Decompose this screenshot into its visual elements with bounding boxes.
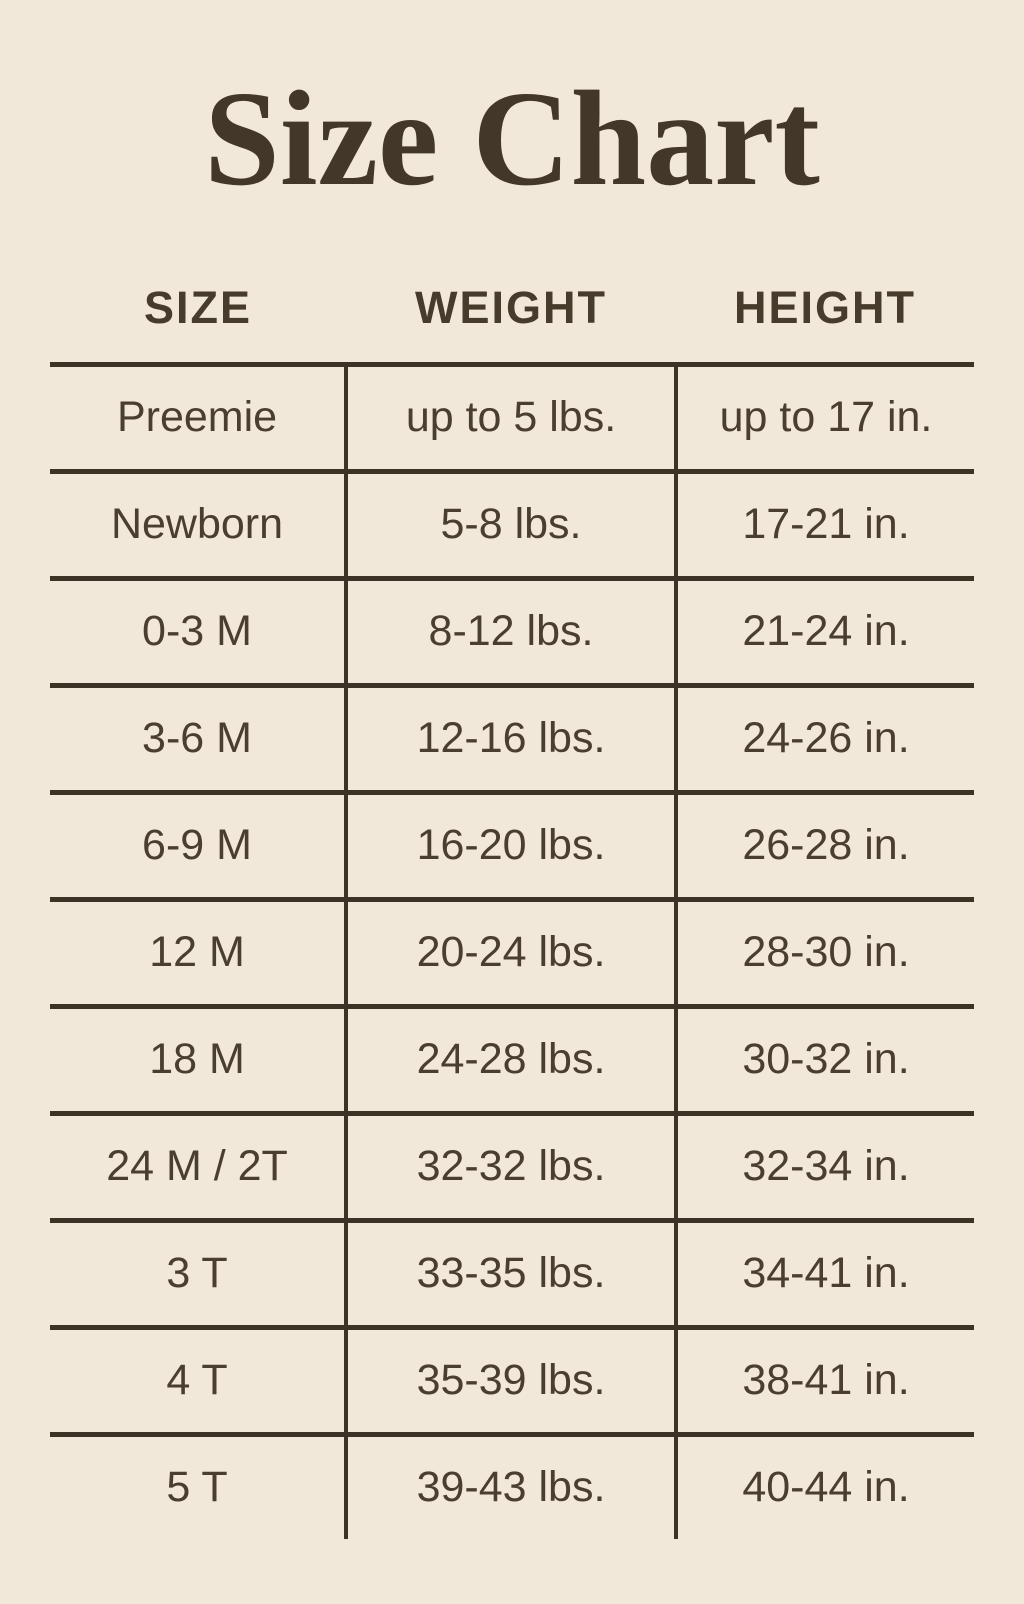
height-cell: 21-24 in. [676, 578, 974, 685]
table-row [50, 578, 974, 685]
weight-cell: 8-12 lbs. [346, 578, 676, 685]
weight-cell: 12-16 lbs. [346, 685, 676, 792]
height-cell: 40-44 in. [742, 1463, 910, 1512]
table-row [50, 471, 974, 578]
weight-cell: 24-28 lbs. [346, 1006, 676, 1113]
table-row [50, 364, 974, 471]
table-row [50, 1113, 974, 1220]
weight-cell: 16-20 lbs. [346, 792, 676, 899]
column-header-size: SIZE [50, 285, 346, 365]
weight-cell: 35-39 lbs. [346, 1327, 676, 1434]
size-cell: 18 M [50, 1006, 346, 1113]
height-cell: 38-41 in. [676, 1327, 974, 1434]
height-cell: 28-30 in. [676, 899, 974, 1006]
table-row [50, 899, 974, 1006]
height-cell: 24-26 in. [676, 685, 974, 792]
table-row [50, 1006, 974, 1113]
size-chart-table [50, 281, 974, 1539]
size-cell: 4 T [50, 1327, 346, 1434]
table-row [50, 1220, 974, 1327]
size-cell: 0-3 M [50, 578, 346, 685]
weight-cell: 5-8 lbs. [346, 471, 676, 578]
size-cell: 24 M / 2T [50, 1113, 346, 1220]
size-cell: 3 T [50, 1220, 346, 1327]
weight-cell: 39-43 lbs. [346, 1434, 676, 1539]
table-row [50, 1434, 974, 1539]
size-cell: 5 T [166, 1463, 228, 1512]
height-cell: 26-28 in. [676, 792, 974, 899]
size-cell: Newborn [50, 471, 346, 578]
height-cell: 17-21 in. [676, 471, 974, 578]
size-cell: 3-6 M [50, 685, 346, 792]
size-cell: Preemie [50, 364, 346, 471]
height-cell: 32-34 in. [676, 1113, 974, 1220]
weight-cell: 32-32 lbs. [346, 1113, 676, 1220]
page-title: Size Chart [204, 64, 820, 214]
column-header-weight: WEIGHT [346, 285, 676, 365]
table-row [50, 685, 974, 792]
weight-cell: up to 5 lbs. [346, 364, 676, 471]
table-row [50, 792, 974, 899]
size-cell: 12 M [50, 899, 346, 1006]
table-header-row [50, 281, 974, 365]
weight-cell: 33-35 lbs. [346, 1220, 676, 1327]
height-cell: 30-32 in. [676, 1006, 974, 1113]
weight-cell: 20-24 lbs. [346, 899, 676, 1006]
column-header-height: HEIGHT [676, 285, 974, 365]
table-row [50, 1327, 974, 1434]
table-body [50, 364, 974, 1539]
height-cell: up to 17 in. [676, 364, 974, 471]
height-cell: 34-41 in. [676, 1220, 974, 1327]
size-cell: 6-9 M [50, 792, 346, 899]
